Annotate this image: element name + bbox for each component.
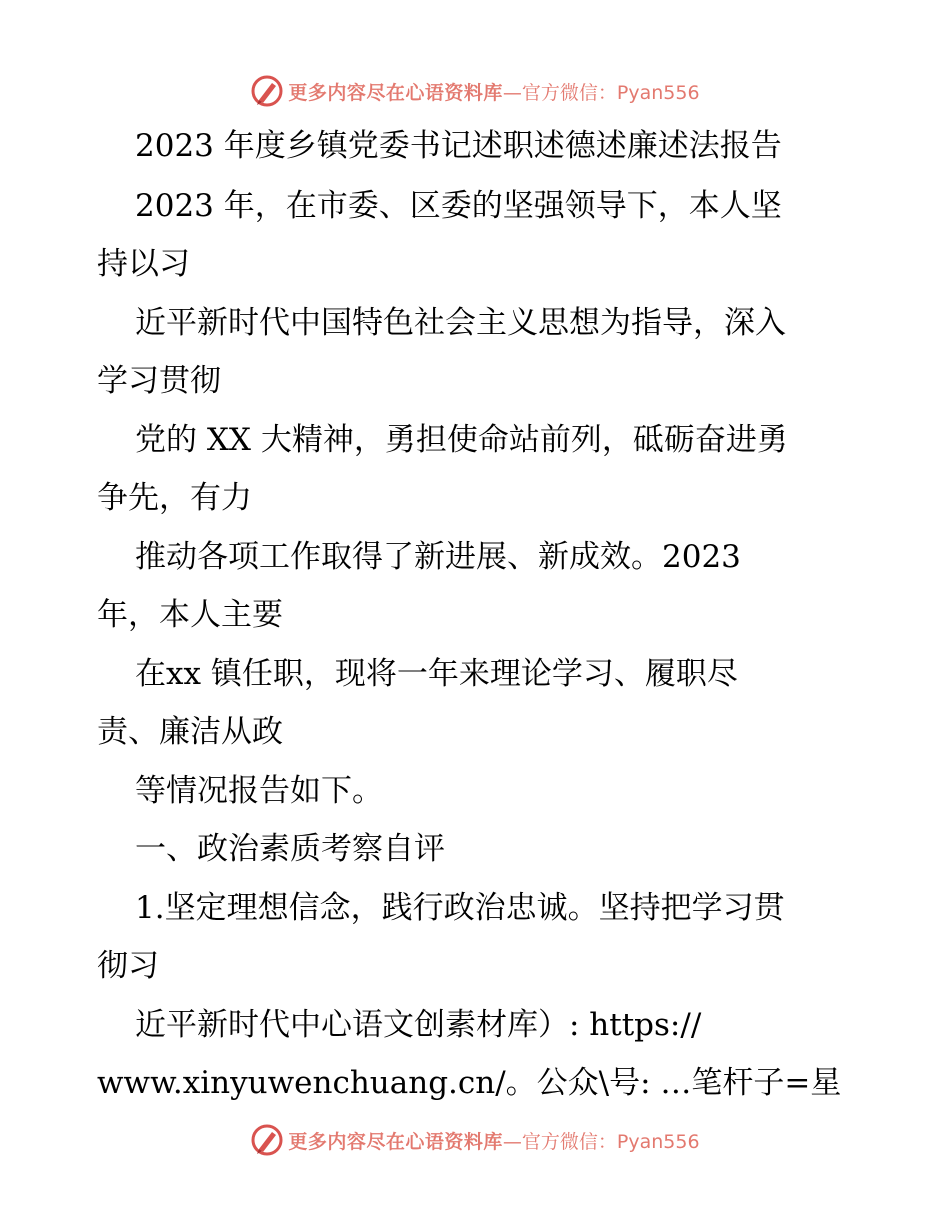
paragraph-line: 争先，有力 (97, 480, 252, 516)
banner-contact-text: —官方微信：Pyan556 (502, 1130, 700, 1153)
paragraph-line: 推动各项工作取得了新进展、新成效。2023 (135, 539, 741, 575)
paragraph-line: 党的 XX 大精神，勇担使命站前列，砥砺奋进勇 (135, 422, 788, 458)
paragraph-line: 学习贯彻 (97, 363, 221, 399)
paragraph-line: 近平新时代中心语文创素材库）: https:// (135, 1007, 702, 1043)
paragraph-line: 在xx 镇任职，现将一年来理论学习、履职尽 (135, 656, 738, 692)
paragraph-line: 年，本人主要 (97, 597, 283, 633)
paragraph-line: 2023 年，在市委、区委的坚强领导下，本人坚 (135, 188, 782, 224)
paragraph-line: 责、廉洁从政 (97, 714, 283, 750)
section-heading: 一、政治素质考察自评 (135, 831, 445, 867)
paragraph-line: 1.坚定理想信念，践行政治忠诚。坚持把学习贯 (135, 890, 785, 926)
header-watermark-banner (0, 71, 950, 111)
pen-logo-icon (250, 74, 284, 108)
pen-logo-icon (250, 1123, 284, 1157)
banner-contact-text: —官方微信：Pyan556 (502, 81, 700, 104)
paragraph-line: www.xinyuwenchuang.cn/。公众\号: …笔杆子=星 (97, 1065, 842, 1101)
banner-lead-text: 更多内容尽在心语资料库 (288, 1130, 503, 1153)
paragraph-line: 持以习 (97, 246, 190, 282)
banner-lead-text: 更多内容尽在心语资料库 (288, 81, 503, 104)
document-title: 2023 年度乡镇党委书记述职述德述廉述法报告 (135, 128, 782, 164)
footer-watermark-banner (0, 1120, 950, 1160)
paragraph-line: 近平新时代中国特色社会主义思想为指导，深入 (135, 305, 786, 341)
paragraph-line: 等情况报告如下。 (135, 773, 383, 809)
paragraph-line: 彻习 (97, 948, 159, 984)
